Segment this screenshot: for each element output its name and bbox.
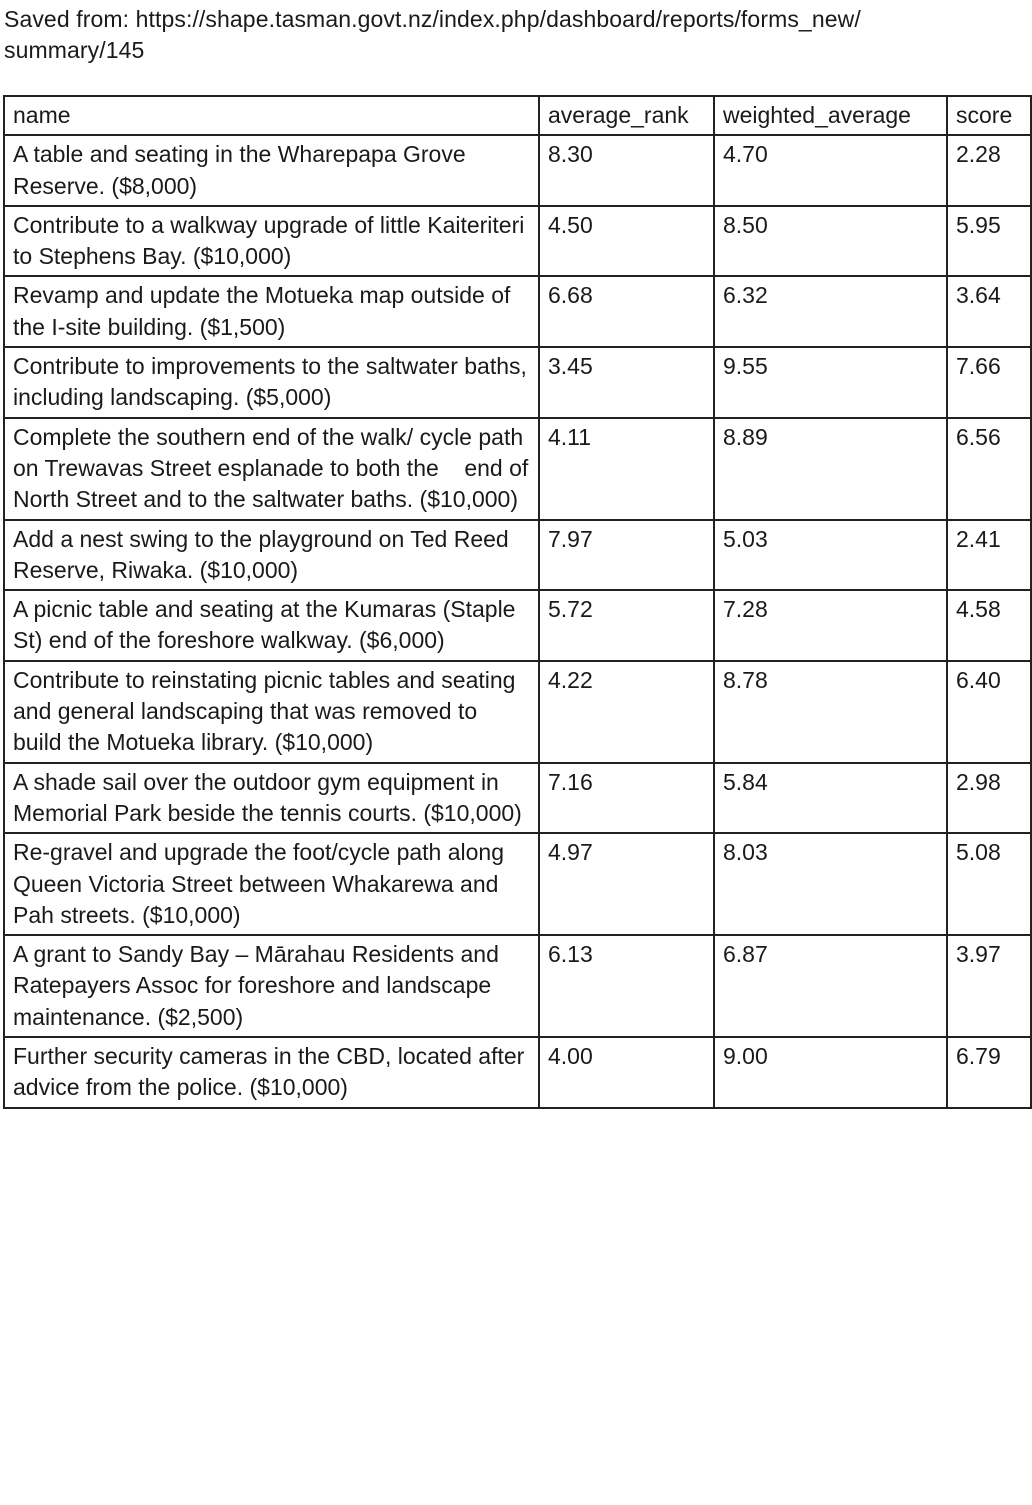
table-header-row (4, 96, 1031, 135)
table-row (4, 763, 1031, 834)
cell-weighted-average: 4.70 (714, 135, 947, 206)
cell-average-rank: 4.22 (539, 661, 714, 763)
cell-average-rank: 4.97 (539, 833, 714, 935)
cell-weighted-average: 9.55 (714, 347, 947, 418)
cell-score: 5.95 (947, 206, 1031, 277)
cell-average-rank: 4.00 (539, 1037, 714, 1108)
cell-average-rank: 7.16 (539, 763, 714, 834)
cell-average-rank: 6.13 (539, 935, 714, 1037)
column-header-average-rank: average_rank (539, 96, 714, 135)
cell-average-rank: 8.30 (539, 135, 714, 206)
cell-average-rank: 3.45 (539, 347, 714, 418)
cell-name: A grant to Sandy Bay – Mārahau Residents and Ratepayers Assoc for foreshore and landscape maintenance. ($2,500) (4, 935, 539, 1037)
table-row (4, 347, 1031, 418)
cell-name: Contribute to reinstating picnic tables and seating and general landscaping that was removed to build the Motueka library. ($10,000) (4, 661, 539, 763)
cell-name: Contribute to a walkway upgrade of little Kaiteriteri to Stephens Bay. ($10,000) (4, 206, 539, 277)
table-row (4, 590, 1031, 661)
cell-average-rank: 7.97 (539, 520, 714, 591)
cell-weighted-average: 5.03 (714, 520, 947, 591)
table-row (4, 520, 1031, 591)
cell-weighted-average: 6.32 (714, 276, 947, 347)
table-row (4, 833, 1031, 935)
column-header-name: name (4, 96, 539, 135)
cell-average-rank: 6.68 (539, 276, 714, 347)
cell-score: 3.64 (947, 276, 1031, 347)
cell-weighted-average: 7.28 (714, 590, 947, 661)
cell-weighted-average: 9.00 (714, 1037, 947, 1108)
cell-name: Contribute to improvements to the saltwater baths, including landscaping. ($5,000) (4, 347, 539, 418)
cell-name: Revamp and update the Motueka map outside of the I-site building. ($1,500) (4, 276, 539, 347)
cell-score: 4.58 (947, 590, 1031, 661)
table-row (4, 135, 1031, 206)
saved-from-url: Saved from: https://shape.tasman.govt.nz/index.php/dashboard/reports/forms_new/ summary/145 (4, 6, 861, 63)
cell-score: 5.08 (947, 833, 1031, 935)
cell-name: Re-gravel and upgrade the foot/cycle path along Queen Victoria Street between Whakarewa and Pah streets. ($10,000) (4, 833, 539, 935)
cell-score: 6.56 (947, 418, 1031, 520)
cell-score: 2.28 (947, 135, 1031, 206)
cell-name: A shade sail over the outdoor gym equipment in Memorial Park beside the tennis courts. ($10,000) (4, 763, 539, 834)
table-row (4, 935, 1031, 1037)
table-row (4, 1037, 1031, 1108)
cell-score: 6.40 (947, 661, 1031, 763)
table-row (4, 276, 1031, 347)
table-row (4, 418, 1031, 520)
cell-weighted-average: 5.84 (714, 763, 947, 834)
cell-score: 2.41 (947, 520, 1031, 591)
column-header-score: score (947, 96, 1031, 135)
cell-name: Complete the southern end of the walk/ cycle path on Trewavas Street esplanade to both the end of North Street and to the saltwater baths. ($10,000) (4, 418, 539, 520)
column-header-weighted-average: weighted_average (714, 96, 947, 135)
table-row (4, 206, 1031, 277)
cell-name: A picnic table and seating at the Kumaras (Staple St) end of the foreshore walkway. ($6,000) (4, 590, 539, 661)
cell-name: Add a nest swing to the playground on Ted Reed Reserve, Riwaka. ($10,000) (4, 520, 539, 591)
cell-score: 3.97 (947, 935, 1031, 1037)
cell-score: 7.66 (947, 347, 1031, 418)
cell-name: A table and seating in the Wharepapa Grove Reserve. ($8,000) (4, 135, 539, 206)
table-row (4, 661, 1031, 763)
cell-score: 6.79 (947, 1037, 1031, 1108)
cell-weighted-average: 8.78 (714, 661, 947, 763)
cell-average-rank: 4.11 (539, 418, 714, 520)
cell-weighted-average: 6.87 (714, 935, 947, 1037)
cell-weighted-average: 8.03 (714, 833, 947, 935)
cell-score: 2.98 (947, 763, 1031, 834)
cell-average-rank: 5.72 (539, 590, 714, 661)
summary-table (3, 95, 1032, 1109)
cell-name: Further security cameras in the CBD, located after advice from the police. ($10,000) (4, 1037, 539, 1108)
cell-weighted-average: 8.50 (714, 206, 947, 277)
cell-weighted-average: 8.89 (714, 418, 947, 520)
cell-average-rank: 4.50 (539, 206, 714, 277)
